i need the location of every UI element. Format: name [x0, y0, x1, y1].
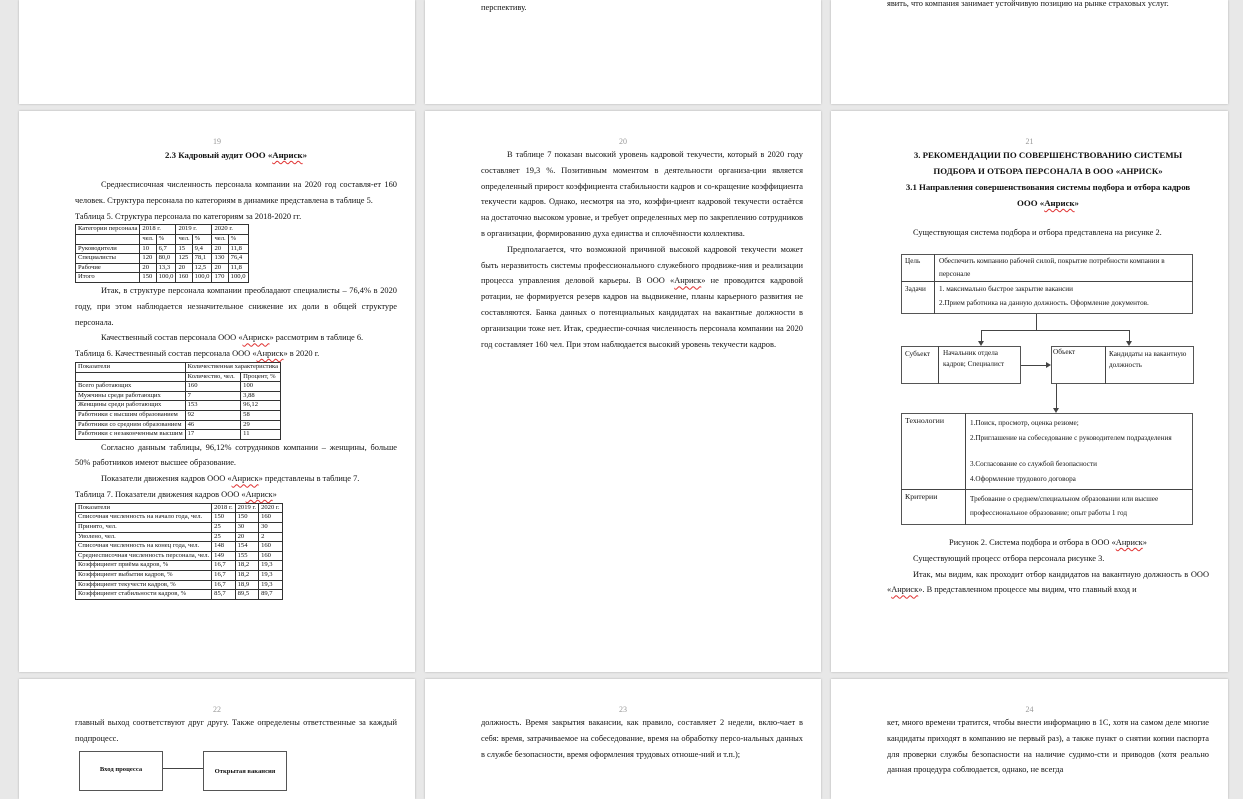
table-cell: Женщины среди работающих [76, 401, 186, 411]
table-cell: 17 [185, 430, 241, 440]
goal-label: Цель [905, 257, 921, 265]
paragraph: Существующий процесс отбора персонала рисунке 3. [913, 553, 1105, 563]
paragraph: Итак, в структуре персонала компании преобладают специалисты – 76,4% в 2020 году, при этом наблюдается незначительное снижение их доли в общей структуре персонала. [75, 285, 397, 327]
table-row [76, 401, 281, 411]
page-number: 20 [619, 137, 627, 146]
table-row [76, 551, 283, 561]
table-cell: 18,2 [235, 571, 258, 581]
table-5 [75, 224, 249, 283]
table-row [76, 410, 281, 420]
table-cell: 20 [140, 263, 156, 273]
page-number: 19 [213, 137, 221, 146]
spellcheck-word: Анриск [242, 333, 270, 343]
table-cell: 7 [185, 391, 241, 401]
table-cell: 148 [212, 542, 235, 552]
tech-label: Технологии [905, 416, 945, 425]
table-cell: 20 [176, 263, 192, 273]
table-cell: 15 [176, 244, 192, 254]
table-cell: Руководители [76, 244, 140, 254]
table-cell: 89,5 [235, 590, 258, 600]
paragraph: Итак, мы видим, как проходит отбор кандидатов на вакантную должность в ООО «Анриск». В представленном процессе мы видим, что главный вход и [887, 569, 1209, 595]
table-row [76, 244, 249, 254]
table-row [76, 532, 283, 542]
paragraph: главный выход соответствуют друг другу. Также определены ответственные за каждый подпроцесс. [75, 718, 397, 743]
page-19-bottom [425, 0, 821, 104]
table-cell: Количество, чел. [185, 372, 241, 382]
table-cell: 30 [235, 523, 258, 533]
table-cell: 100 [241, 382, 281, 392]
table-cell: 150 [212, 513, 235, 523]
table-cell: 92 [185, 410, 241, 420]
table-cell: 11 [241, 430, 281, 440]
table-cell: 25 [212, 523, 235, 533]
spellcheck-word: Анриск [674, 276, 702, 286]
paragraph: Показатели движения кадров ООО «Анриск» представлены в таблице 7. [101, 474, 360, 484]
table-cell: 160 [176, 273, 192, 283]
table-cell: 130 [212, 254, 228, 264]
table-cell: 9,4 [192, 244, 212, 254]
table-cell: 89,7 [259, 590, 282, 600]
table-cell: 6,7 [156, 244, 176, 254]
table-cell: Принято, чел. [76, 523, 212, 533]
table-cell: 13,3 [156, 263, 176, 273]
criteria-text: Требование о среднем/специальном образовании или высшее профессиональное образование; опыт работы 1 год [970, 495, 1159, 517]
table-cell [76, 372, 186, 382]
table-row [76, 590, 283, 600]
open-vacancy-box [203, 751, 287, 791]
table-cell: 100,0 [156, 273, 176, 283]
object-text: Кандидаты на вакантную должность [1109, 350, 1187, 369]
table-cell: Процент, % [241, 372, 281, 382]
page-20 [425, 111, 821, 672]
table-cell: 2 [259, 532, 282, 542]
table-cell: 3,88 [241, 391, 281, 401]
section-heading: 2.3 Кадровый аудит ООО «Анриск» [165, 150, 307, 160]
table-cell: 85,7 [212, 590, 235, 600]
table-cell: 30 [259, 523, 282, 533]
page-number: 21 [1025, 137, 1034, 146]
table-cell: 20 [235, 532, 258, 542]
table-cell: 20 [212, 244, 228, 254]
table-cell: 149 [212, 551, 235, 561]
spellcheck-word: Анриск [891, 585, 919, 595]
table-cell: 19,3 [259, 561, 282, 571]
table-cell: 25 [212, 532, 235, 542]
table-row [76, 430, 281, 440]
process-input-box [79, 751, 163, 791]
page-21 [831, 111, 1228, 672]
table-row [76, 420, 281, 430]
table-cell: Специалисты [76, 254, 140, 264]
table-row [76, 571, 283, 581]
table-row [76, 391, 281, 401]
chapter-heading: ПОДБОРА И ОТБОРА ПЕРСОНАЛА В ООО «АНРИСК» [933, 166, 1163, 176]
table-cell: Рабочие [76, 263, 140, 273]
paragraph: Предполагается, что возможной причиной высокой кадровой текучести может быть неразвитость системы профессионального служебного продвиже-ния и реализации процесса управления деловой карьеры. В ООО «Анриск» не проводится кадровой ротации, не формируется резерв кадров на выдвижение, планы карьерного развития не составляются. Банка данных о потенциальных кандидатах на вакантные должности в организации тоже нет. Итак, среднеспи-сочная численность персонала компании на 2020 год составляет 160 чел. При этом наблюдается высокий уровень текучести кадров. [481, 244, 803, 349]
table-7 [75, 503, 283, 600]
table-cell: Итого [76, 273, 140, 283]
page-24 [831, 679, 1228, 799]
chapter-heading: 3. РЕКОМЕНДАЦИИ ПО СОВЕРШЕНСТВОВАНИЮ СИСТЕМЫ [913, 150, 1183, 160]
table-cell: чел. [212, 234, 228, 244]
box-label: Вход процесса [99, 766, 143, 773]
paragraph: В таблице 7 показан высокий уровень кадровой текучести, который в 2020 году составляет 19,3 %. Позитивным моментом в деятельности организа-ции является определенный прирост коэффициента стабильности кадров и со-кращение коэффициента текучести кадров. Однако, несмотря на это, коэффи-циент кадровой текучести остаётся на достаточно высоком уровне, и требует определенных мер по закреплению сотрудников в организации, формированию духа единства и сплочённости коллектива. [481, 150, 803, 238]
table-cell: 160 [185, 382, 241, 392]
tech-item: 2.Приглашение на собеседование с руководителем подразделения [970, 434, 1172, 442]
table-cell: Показатели [76, 503, 212, 513]
table-caption: Таблица 5. Структура персонала по категориям за 2018-2020 гг. [75, 211, 302, 221]
tasks-label: Задачи [905, 285, 926, 293]
table-cell: 2019 г. [176, 225, 212, 235]
page-19 [19, 111, 415, 672]
table-header-row [76, 225, 249, 235]
table-cell: 2019 г. [235, 503, 258, 513]
table-cell: 12,5 [192, 263, 212, 273]
table-cell: Коэффициент приёма кадров, % [76, 561, 212, 571]
paragraph: Существующая система подбора и отбора представлена на рисунке 2. [913, 228, 1162, 237]
spellcheck-word: Анриск [272, 150, 303, 160]
goal-text: Обеспечить компанию рабочей силой, покрытие потребности компании в персонале [939, 257, 1165, 278]
table-cell [76, 234, 140, 244]
table-cell: 125 [176, 254, 192, 264]
table-6 [75, 362, 281, 440]
table-cell: % [156, 234, 176, 244]
object-label: Объект [1053, 348, 1076, 356]
table-cell: 46 [185, 420, 241, 430]
table-cell: Коэффициент выбытия кадров, % [76, 571, 212, 581]
table-cell: Списочная численность на начало года, чел. [76, 513, 212, 523]
table-row [76, 273, 249, 283]
table-cell: 18,2 [235, 561, 258, 571]
table-cell: 11,8 [228, 263, 248, 273]
table-cell: 76,4 [228, 254, 248, 264]
table-cell: 100,0 [228, 273, 248, 283]
section-heading: 3.1 Направления совершенствования системы подбора и отбора кадров [905, 182, 1191, 192]
table-cell: Всего работающих [76, 382, 186, 392]
table-cell: 160 [259, 551, 282, 561]
table-cell: чел. [140, 234, 156, 244]
tasks-item: 2.Прием работника на данную должность. Оформление документов. [939, 299, 1149, 307]
table-row [76, 580, 283, 590]
criteria-label: Критерии [905, 492, 938, 501]
spellcheck-word: Анриск [1044, 198, 1075, 208]
table-cell: Показатели [76, 362, 186, 372]
table-cell: 16,7 [212, 571, 235, 581]
table-cell: 2020 г. [212, 225, 248, 235]
table-cell: 78,1 [192, 254, 212, 264]
table-cell: Работники с высшим образованием [76, 410, 186, 420]
paragraph: кет, много времени тратится, чтобы внести информацию в 1С, хотя на самом деле многие кандидаты приходят в компанию не первый раз), а также пункт о снятии копии паспорта для проверки службы безопасности на наличие судимо-сти и приводов (хотя реально данная процедура соблюдается, однако, не всегда [887, 718, 1209, 775]
page-text: перспективу. [481, 3, 527, 12]
table-cell: 11,8 [228, 244, 248, 254]
table-cell: Списочная численность на конец года, чел. [76, 542, 212, 552]
page-number: 23 [619, 705, 627, 714]
subject-label: Субъект [905, 350, 931, 358]
table-cell: 20 [212, 263, 228, 273]
table-cell: Коэффициент текучести кадров, % [76, 580, 212, 590]
tech-item: 1.Поиск, просмотр, оценка резюме; [970, 419, 1079, 427]
table-cell: 150 [140, 273, 156, 283]
table-cell: % [192, 234, 212, 244]
table-cell: 19,3 [259, 571, 282, 581]
box-label: Открытая вакансия [214, 768, 276, 775]
table-cell: 16,7 [212, 580, 235, 590]
table-row [76, 382, 281, 392]
tech-item: 4.Оформление трудового договора [970, 475, 1076, 483]
tasks-item: 1. максимально быстрое закрытие вакансии [939, 285, 1073, 293]
tech-item: 3.Согласование со службой безопасности [970, 460, 1097, 468]
spellcheck-word: Анриск [231, 474, 259, 484]
table-row [76, 561, 283, 571]
table-cell: Работники со средним образованием [76, 420, 186, 430]
paragraph: Среднесписочная численность персонала компании на 2020 год составля-ет 160 человек. Структура персонала по категориям в динамике представлена в таблице 5. [75, 180, 397, 205]
table-cell: 160 [259, 513, 282, 523]
page-20-bottom [831, 0, 1228, 104]
paragraph: должность. Время закрытия вакансии, как правило, составляет 2 недели, вклю-чает в себя: время, затрачиваемое на собеседование, время на обработку персо-нальных данных в службе безопасности, время оформления трудовых отноше-ний и т.п.); [481, 718, 803, 759]
table-row [76, 263, 249, 273]
table-cell: 154 [235, 542, 258, 552]
table-cell: Среднесписочная численность персонала, чел. [76, 551, 212, 561]
table-header-row [76, 362, 281, 372]
page-number: 24 [1025, 705, 1034, 714]
table-cell: 155 [235, 551, 258, 561]
table-cell: 80,0 [156, 254, 176, 264]
section-heading: ООО «Анриск» [1017, 198, 1079, 208]
figure-caption: Рисунок 2. Система подбора и отбора в ООО «Анриск» [949, 538, 1147, 547]
spellcheck-word: Анриск [256, 349, 284, 359]
table-cell: 2018 г. [212, 503, 235, 513]
table-cell: 2020 г. [259, 503, 282, 513]
table-row [76, 254, 249, 264]
table-cell: 18,9 [235, 580, 258, 590]
table-cell: 170 [212, 273, 228, 283]
page-number: 22 [213, 705, 221, 714]
table-cell: 100,0 [192, 273, 212, 283]
table-row [76, 513, 283, 523]
table-row [76, 523, 283, 533]
paragraph: Согласно данным таблицы, 96,12% сотрудников компании – женщины, больше 50% работников имеют высшее образование. [75, 442, 397, 468]
table-caption: Таблица 6. Качественный состав персонала ООО «Анриск» в 2020 г. [75, 349, 320, 359]
table-cell: Коэффициент стабильности кадров, % [76, 590, 212, 600]
table-caption: Таблица 7. Показатели движения кадров ООО «Анриск» [75, 490, 277, 500]
page-text: явить, что компания занимает устойчивую позицию на рынке страховых услуг. [887, 0, 1169, 8]
table-row [76, 234, 249, 244]
page-18-bottom [19, 0, 415, 104]
table-cell: Уволено, чел. [76, 532, 212, 542]
subject-text: Начальник отдела кадров; Специалист [943, 349, 1005, 368]
table-cell: 19,3 [259, 580, 282, 590]
table-cell: 153 [185, 401, 241, 411]
table-row [76, 542, 283, 552]
table-cell: чел. [176, 234, 192, 244]
table-cell: Категории персонала [76, 225, 140, 235]
table-cell: 10 [140, 244, 156, 254]
page-22 [19, 679, 415, 799]
table-row [76, 372, 281, 382]
table-cell: 150 [235, 513, 258, 523]
table-cell: 160 [259, 542, 282, 552]
table-row [76, 503, 283, 513]
table-cell: Работники с незаконченным высшим [76, 430, 186, 440]
table-cell: 58 [241, 410, 281, 420]
table-cell: % [228, 234, 248, 244]
spellcheck-word: Анриск [245, 490, 273, 500]
table-cell: Количественная характеристика [185, 362, 280, 372]
table-cell: 2018 г. [140, 225, 176, 235]
page-23 [425, 679, 821, 799]
spellcheck-word: Анриск [1115, 538, 1143, 547]
table-cell: 16,7 [212, 561, 235, 571]
table-cell: 29 [241, 420, 281, 430]
table-cell: 120 [140, 254, 156, 264]
paragraph: Качественный состав персонала ООО «Анриск» рассмотрим в таблице 6. [101, 333, 364, 343]
table-cell: 96,12 [241, 401, 281, 411]
table-cell: Мужчины среди работающих [76, 391, 186, 401]
